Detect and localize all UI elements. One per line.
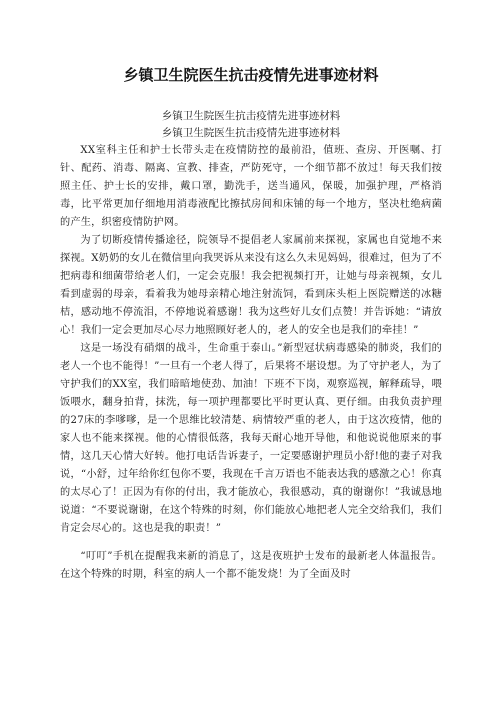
document-subtitle: 乡镇卫生院医生抗击疫情先进事迹材料: [161, 110, 341, 122]
document-subtitle: 乡镇卫生院医生抗击疫情先进事迹材料: [161, 127, 341, 139]
body-paragraph: XX室科主任和护士长带头走在疫情防控的最前沿，值班、查房、开医嘱、打针、配药、消毒、隔离、宣教、排查，严防死守，一个细节都不放过！每天我们按照主任、护士长的安排，戴口罩，勤洗手，送当通风，保暖，加强护理，严格消毒，比平常更加仔细地用消毒液配比擦拭房间和床铺的每一个地方，坚决杜绝病菌的产生，织密疫情防护网。: [60, 145, 442, 228]
document-title: 乡镇卫生院医生抗击疫情先进事迹材料: [123, 66, 379, 84]
body-paragraph: “叮叮”手机在提醒我来新的消息了，这是夜班护士发布的最新老人体温报告。在这个特殊的时期，科室的病人一个都不能发烧！为了全面及时: [60, 551, 442, 580]
body-paragraph: 为了切断疫情传播途径，院领导不提倡老人家属前来探视，家属也自觉地不来探视。X奶奶的女儿在微信里向我哭诉从来没有这么久未见妈妈，很难过，但为了不把病毒和细菌带给老人们，一定会克服！我会把视频打开，让她与母亲视频，女儿看到虚弱的母亲，看着我为她母亲精心地注射流饲，看到床头柜上医院赠送的冰糖桔，感动地不停流泪，不停地说着感谢！我为这些好儿女们点赞！并告诉她：“请放心！我们一定会更加尽心尽力地照顾好老人的，老人的安全也是我们的牵挂！”: [60, 235, 442, 336]
body-paragraph: 这是一场没有硝烟的战斗，生命重于泰山。”新型冠状病毒感染的肺炎，我们的老人一个也不能得！”一旦有一个老人得了，后果将不堪设想。为了守护老人，为了守护我们的XX室，我们暗暗地使劲、加油！下班不下岗，观察巡视，解释疏导，喂饭喂水，翻身拍背，抹洗，每一项护理都要比平时更认真、更仔细。由我负责护理的27床的李嗲嗲，是一个思维比较清楚、病情较严重的老人，由于这次疫情，他的家人也不能来探视。他的心情很低落，我每天耐心地开导他，和他说说他原来的事情，这几天心情大好转。他打电话告诉妻子，一定要感谢护理员小舒!他的妻子对我说，“小舒，过年给你红包你不要，我现在千言万语也不能表达我的感激之心！你真的太尽心了！正因为有你的付出，我才能放心，我很感动，真的谢谢你！”我诚恳地说道：“不要说谢谢，在这个特殊的时刻，你们能放心地把老人完全交给我们，我们肯定会尽心的。这也是我的职责！”: [60, 343, 442, 534]
